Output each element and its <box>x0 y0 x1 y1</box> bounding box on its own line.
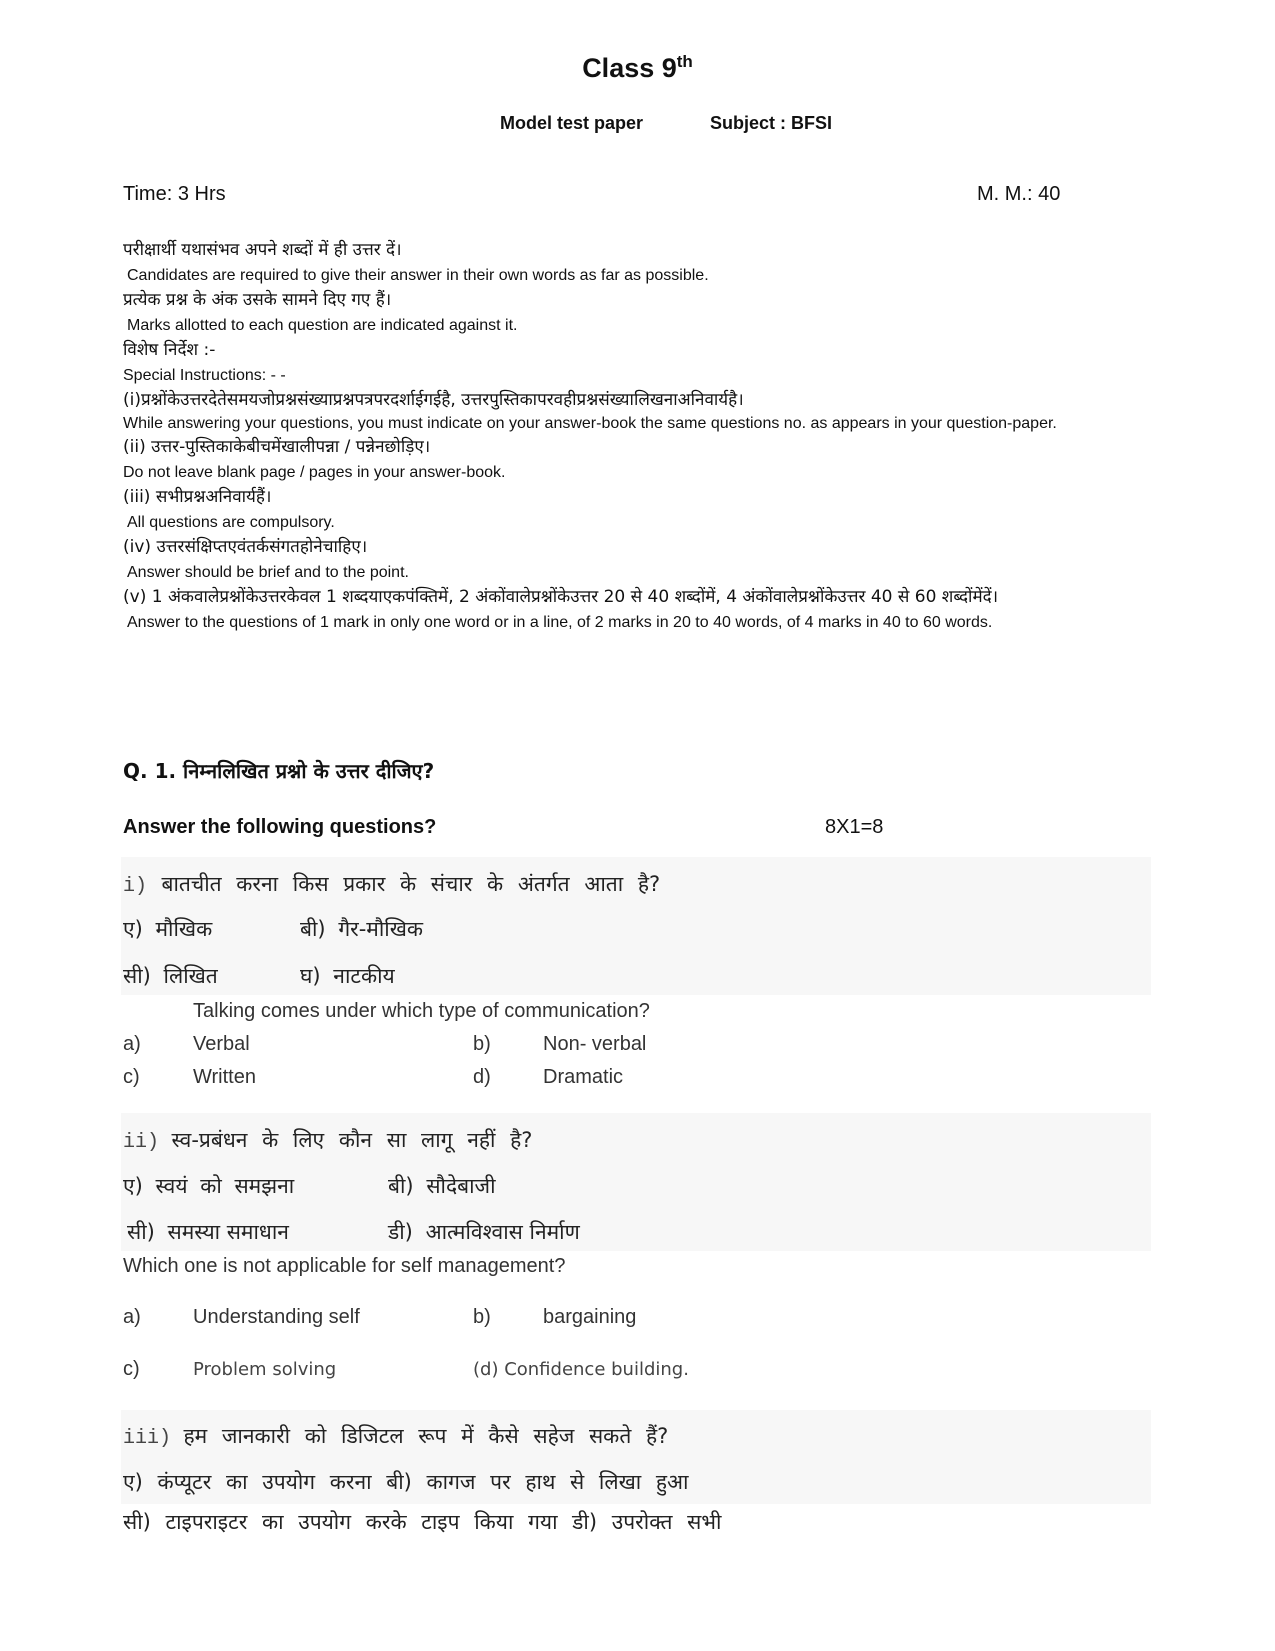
instruction-line: (iii) सभीप्रश्नअनिवार्यहैं। <box>123 487 272 507</box>
option-a-text: Understanding self <box>193 1306 360 1328</box>
option-b-text: bargaining <box>543 1306 637 1328</box>
instruction-line: All questions are compulsory. <box>127 514 335 531</box>
q1-marks: 8X1=8 <box>825 816 884 838</box>
instruction-line: परीक्षार्थी यथासंभव अपने शब्दों में ही उत्तर दें। <box>123 240 402 260</box>
option-c-text: Problem solving <box>193 1359 337 1380</box>
instruction-line: While answering your questions, you must indicate on your answer-book the same questions no. as appears in your question-paper. <box>123 415 1057 432</box>
option-d-hindi: घ) नाटकीय <box>300 964 395 988</box>
instruction-line: विशेष निर्देश :- <box>123 340 216 360</box>
option-a-hindi: ए) मौखिक <box>123 917 213 941</box>
option-b-text: Non- verbal <box>543 1033 647 1055</box>
option-a-label: a) <box>123 1306 141 1328</box>
option-b-hindi: बी) गैर-मौखिक <box>300 917 424 941</box>
instruction-line: Answer should be brief and to the point. <box>127 564 409 581</box>
instruction-line: (iv) उत्तरसंक्षिप्तएवंतर्कसंगतहोनेचाहिए। <box>123 537 368 557</box>
question-2-hindi: ii) स्व-प्रबंधन के लिए कौन सा लागू नहीं है? <box>123 1128 533 1154</box>
subject-label: Subject : BFSI <box>710 113 833 133</box>
paper-type: Model test paper <box>500 113 644 133</box>
option-d-hindi: डी) आत्मविश्वास निर्माण <box>388 1220 580 1244</box>
option-a-label: a) <box>123 1033 141 1055</box>
option-d-text: Dramatic <box>543 1066 624 1088</box>
option-d-label: d) <box>473 1066 491 1088</box>
option-b-label: b) <box>473 1033 491 1055</box>
instruction-line: (v) 1 अंकवालेप्रश्नोंकेउत्तरकेवल 1 शब्दयाएकपंक्तिमें, 2 अंकोंवालेप्रश्नोंकेउत्तर 20 से 40 शब्दोंमें, 4 अंकोंवालेप्रश्नोंकेउत्तर 40 से 60 शब्दोंमेंदें। <box>123 587 999 607</box>
instruction-line: Candidates are required to give their answer in their own words as far as possible. <box>127 267 709 284</box>
instruction-line: Marks allotted to each question are indicated against it. <box>127 317 518 334</box>
option-c-hindi: सी) लिखित <box>123 964 218 988</box>
option-c-label: c) <box>123 1066 140 1088</box>
question-3-options-line1: ए) कंप्यूटर का उपयोग करना बी) कागज पर हाथ से लिखा हुआ <box>123 1470 689 1494</box>
q1-heading-english: Answer the following questions? <box>123 816 437 838</box>
question-3-options-line2: सी) टाइपराइटर का उपयोग करके टाइप किया गया डी) उपरोक्त सभी <box>123 1510 722 1534</box>
option-c-hindi: सी) समस्या समाधान <box>127 1220 289 1244</box>
max-marks-label: M. M.: 40 <box>977 183 1061 205</box>
option-d-text: (d) Confidence building. <box>473 1359 689 1380</box>
option-b-hindi: बी) सौदेबाजी <box>388 1174 496 1198</box>
instruction-line: Special Instructions: - - <box>123 367 286 384</box>
instructions-block <box>123 238 1163 635</box>
instruction-line: (i)प्रश्नोंकेउत्तरदेतेसमयजोप्रश्नसंख्याप्रश्नपत्रपरदर्शाईगईहै, उत्तरपुस्तिकापरवहीप्रश्नसंख्यालिखनाअनिवार्यहै। <box>123 390 744 410</box>
time-label: Time: 3 Hrs <box>123 183 226 205</box>
instruction-line: (ii) उत्तर-पुस्तिकाकेबीचमेंखालीपन्ना / पन्नेनछोड़िए। <box>123 437 431 457</box>
option-b-label: b) <box>473 1306 491 1328</box>
question-1-english: Talking comes under which type of communication? <box>193 1000 650 1022</box>
q1-heading-hindi: Q. 1. निम्नलिखित प्रश्नो के उत्तर दीजिए? <box>123 759 435 783</box>
question-3-hindi: iii) हम जानकारी को डिजिटल रूप में कैसे सहेज सकते हैं? <box>123 1424 669 1450</box>
instruction-line: Answer to the questions of 1 mark in only one word or in a line, of 2 marks in 20 to 40 words, of 4 marks in 40 to 60 words. <box>127 614 993 631</box>
instruction-line: प्रत्येक प्रश्न के अंक उसके सामने दिए गए हैं। <box>123 290 392 310</box>
option-a-hindi: ए) स्वयं को समझना <box>123 1174 295 1198</box>
question-1-hindi: i) बातचीत करना किस प्रकार के संचार के अंतर्गत आता है? <box>123 872 661 898</box>
paper-title: Class 9th <box>582 52 693 83</box>
question-2-english: Which one is not applicable for self management? <box>123 1255 566 1277</box>
option-c-label: c) <box>123 1358 140 1380</box>
instruction-line: Do not leave blank page / pages in your answer-book. <box>123 464 506 481</box>
option-a-text: Verbal <box>193 1033 250 1055</box>
option-c-text: Written <box>193 1066 256 1088</box>
